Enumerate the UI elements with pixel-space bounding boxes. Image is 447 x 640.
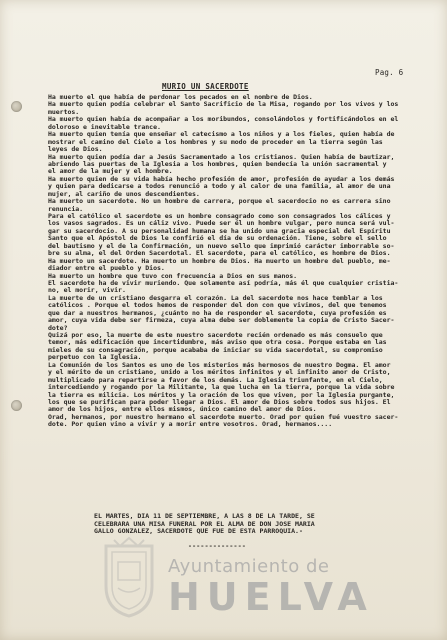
- body-line: del bautismo y el de la Confirmación, un nuevo sello que imprimió carácter imborrable so-: [48, 242, 395, 250]
- body-line: la tierra es milicia. Los méritos y la oración de los que viven, por la Iglesia purgante,: [48, 391, 395, 399]
- body-line: católicos . Porque el todos hemos de responder del don con que vivimos, del que tenemos: [48, 302, 387, 310]
- body-line: Para el católico el sacerdote es un hombre consagrado como son consagrados los cálices y: [48, 213, 391, 220]
- body-line: gar su sacerdocio. A su personalidad humana se ha unido una gracia especial del Espíritu: [48, 227, 391, 235]
- body-line: Ha muerto un hombre que tuvo con frecuencia a Dios en sus manos.: [48, 272, 298, 280]
- body-line: abriendo las puertas de la Iglesia a los hombres, quien bendecía la unión sacramental y: [48, 160, 387, 168]
- body-line: Ha muerto quien podía dar a Jesús Sacramentado a los cristianos. Quien había de bautizar,: [48, 153, 395, 161]
- body-line: bre su alma, el del Orden Sacerdotal. El sacerdote, para el católico, es hombre de Dios.: [48, 250, 391, 258]
- body-line: y quien para dedicarse a todos renunció a todo y al calor de una familia, al amor de una: [48, 183, 391, 191]
- ayuntamiento-watermark: [168, 556, 428, 617]
- body-line: Quizá por eso, la muerte de este nuestro sacerdote recién ordenado es más consuelo que: [48, 332, 383, 339]
- body-line: intercediendo y rogando por la Militante, la que lucha en la tierra, porque la vida sobre: [48, 384, 395, 392]
- body-line: y el mérito de un cristiano, unido a los méritos infinitos y el infinito amor de Cristo,: [48, 369, 391, 377]
- body-line: Ha muerto quien podía celebrar el Santo Sacrificio de la Misa, rogando por los vivos y los: [48, 101, 399, 109]
- body-line: dote. Por quien vino a vivir y a morir entre vosotros. Orad, hermanos....: [48, 421, 333, 429]
- body-line: multiplicado para repartirse a favor de los demás. La Iglesia triunfante, en el Cielo,: [48, 376, 383, 384]
- body-line: Ha muerto un sacerdote. Ha muerto un hombre de Dios. Ha muerto un hombre del pueblo, me-: [48, 257, 391, 265]
- article-body: [48, 94, 420, 429]
- body-line: mujer, al cariño de unos descendientes.: [48, 190, 200, 198]
- body-line: Ha muerto el que había de perdonar los pecados en el nombre de Dios.: [48, 94, 313, 101]
- body-line: que dar a nuestros hermanos, ¿cuánto no ha de responder el sacerdote, cuya profesión es: [48, 309, 387, 317]
- body-line: temor, más edificación que incertidumbre, más aviso que otra cosa. Porque estaba en las: [48, 339, 387, 347]
- body-line: muertos.: [48, 108, 80, 116]
- article-title: MURIO UN SACERDOTE: [162, 82, 249, 91]
- body-line: La Comunión de los Santos es uno de los misterios más hermosos de nuestro Dogma. El amor: [48, 361, 391, 369]
- body-line: renuncia.: [48, 205, 84, 213]
- page-number: Pag. 6: [375, 68, 404, 77]
- body-line: no, el morir, vivir.: [48, 287, 126, 295]
- body-line: La muerte de un cristiano desgarra el corazón. La del sacerdote nos hace temblar a los: [48, 294, 383, 302]
- punch-hole: [11, 101, 22, 112]
- body-line: Ha muerto quien de su vida había hecho profesión de amor, profesión de ayudar a los demás: [48, 175, 395, 183]
- body-line: amor, cuya vida debe ser firmeza, cuya alma debe ser doblemente la copia de Cristo Sacer-: [48, 317, 395, 325]
- body-line: El sacerdote ha de vivir muriendo. Que solamente así podría, más él que cualquier cristia-: [48, 279, 399, 287]
- body-line: Orad, hermanos, por nuestro hermano el sacerdote muerto. Orad por quien fué vuestro sacer-: [48, 413, 399, 421]
- body-line: el amor de la mujer y el hombre.: [48, 168, 173, 176]
- body-line: diador entre el pueblo y Dios.: [48, 265, 165, 273]
- body-line: Ha muerto un sacerdote. No un hombre de carrera, porque el sacerdocio no es carrera sino: [48, 198, 391, 206]
- body-line: mieles de su consagración, porque acababa de iniciar su vida sacerdotal, su compromiso: [48, 346, 383, 354]
- watermark-line-1: Ayuntamiento de: [168, 556, 330, 577]
- body-line: doloroso e inevitable trance.: [48, 123, 161, 131]
- coat-of-arms-watermark: [100, 536, 158, 618]
- body-line: mostrar el camino del Cielo a los hombres y su modo de proceder en la tierra según las: [48, 138, 383, 146]
- body-line: perpetuo con la Iglesia.: [48, 354, 142, 362]
- body-line: Ha muerto quien había de acompañar a los moribundos, consolándolos y fortificándolos en el: [48, 116, 399, 124]
- body-line: amor de los hijos, entre ellos mismos, único camino del amor de Dios.: [48, 406, 317, 414]
- body-line: Ha muerto quien tenía que enseñar el catecismo a los niños y a los fieles, quien había de: [48, 131, 395, 139]
- notice-line: EL MARTES, DIA 11 DE SEPTIEMBRE, A LAS 8 DE LA TARDE, SE: [94, 512, 315, 520]
- body-line: dote?: [48, 324, 68, 332]
- body-line: los que se purifican para poder llegar a Dios. El amor de Dios sobre todos sus hijos. El: [48, 398, 391, 406]
- watermark-line-2: HUELVA: [168, 575, 374, 619]
- notice-line: CELEBRARA UNA MISA FUNERAL POR EL ALMA DE DON JOSE MARIA: [94, 519, 315, 528]
- notice-line: GALLO GONZALEZ, SACERDOTE QUE FUE DE ESTA PARROQUIA.-: [94, 527, 303, 536]
- punch-hole: [11, 400, 22, 411]
- body-line: leyes de Dios.: [48, 146, 103, 154]
- notice-divider: --------------: [188, 542, 246, 550]
- funeral-notice: [94, 513, 394, 536]
- body-line: los vasos sagrados. Es un cáliz vivo. Puede ser él un hombre vulgar, pero nunca será vul-: [48, 220, 395, 228]
- body-line: Santo que el Apóstol de Dios le confirió el día de su ordenación. Tiene, sobre el sello: [48, 235, 387, 243]
